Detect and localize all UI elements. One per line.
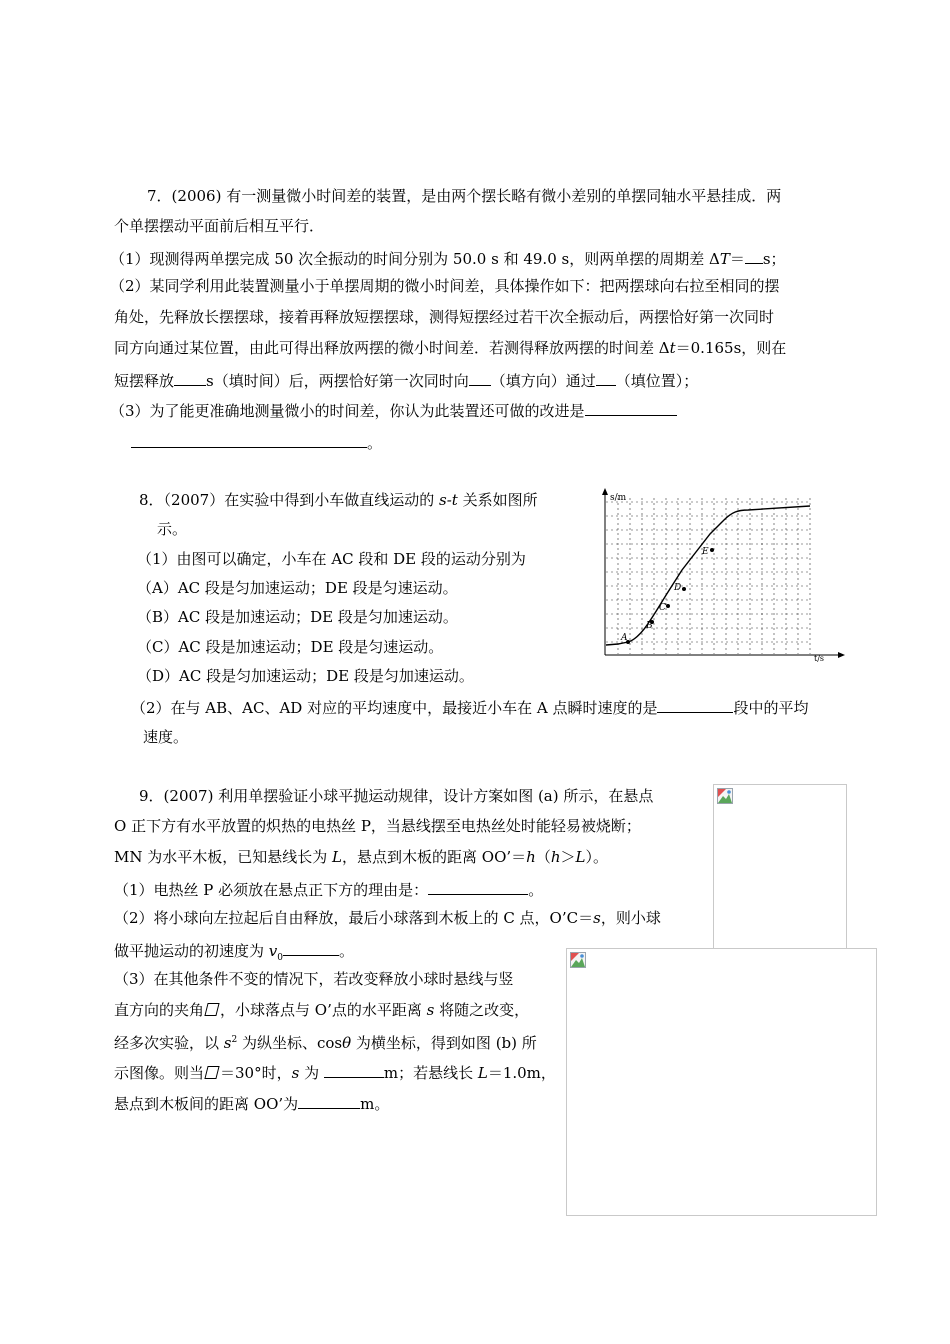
x-axis-label: t/s <box>814 654 825 663</box>
q7-line-2: 个单摆摆动平面前后相互平行． <box>114 217 325 235</box>
point-e <box>710 548 714 552</box>
q7-line-6: 同方向通过某位置，由此可得出释放两摆的微小时间差．若测得释放两摆的时间差 Δt＝0.165s，则在 <box>114 339 787 357</box>
q8-line-1: 8．（2007）在实验中得到小车做直线运动的 s-t 关系如图所 <box>139 491 538 509</box>
answer-blank[interactable] <box>745 247 763 264</box>
q8-line-9: 速度。 <box>143 728 189 746</box>
answer-blank[interactable] <box>131 431 367 448</box>
q9-line-6: 做平抛运动的初速度为 $v_0$ 。 <box>114 939 354 968</box>
broken-image-icon <box>570 952 586 968</box>
point-c <box>666 604 670 608</box>
point-d-label: D <box>674 583 682 593</box>
q9-line-1: 9．(2007) 利用单摆验证小球平抛运动规律，设计方案如图 (a) 所示，在悬点 <box>139 787 654 805</box>
q8-line-8: （2）在与 AB、AC、AD 对应的平均速度中，最接近小车在 A 点瞬时速度的是 段中的平均 <box>131 696 809 718</box>
q9-line-5: （2）将小球向左拉起后自由释放，最后小球落到木板上的 C 点，O’C＝s，则小球 <box>114 909 661 927</box>
q9-line-4: （1）电热丝 P 必须放在悬点正下方的理由是： 。 <box>114 878 543 900</box>
q7-line-3: （1）现测得两单摆完成 50 次全振动的时间分别为 50.0 s 和 49.0 s，则两单摆的周期差 ΔT＝ s； <box>110 247 786 269</box>
y-axis-label: s/m <box>610 493 627 503</box>
st-graph <box>598 488 848 664</box>
answer-blank[interactable] <box>324 1061 384 1078</box>
point-a-label: A <box>621 633 628 643</box>
st-curve <box>606 506 810 645</box>
q7-line-1: 7．(2006) 有一测量微小时间差的装置，是由两个摆长略有微小差别的单摆同轴水平悬挂成．两 <box>147 187 782 205</box>
q8-line-2: 示。 <box>157 520 188 538</box>
answer-blank[interactable] <box>469 369 491 386</box>
q9-line-3: MN 为水平木板，已知悬线长为 L，悬点到木板的距离 OO’＝h（h＞L）。 <box>114 848 608 866</box>
answer-blank[interactable] <box>657 696 733 713</box>
point-b-label: B <box>646 621 653 631</box>
answer-blank[interactable] <box>283 939 339 956</box>
x-axis-arrow-icon <box>838 652 845 658</box>
answer-blank[interactable] <box>174 369 206 386</box>
q8-line-3: （1）由图可以确定，小车在 AC 段和 DE 段的运动分别为 <box>137 550 526 568</box>
missing-glyph-box <box>204 1003 219 1016</box>
missing-glyph-box <box>204 1066 219 1079</box>
q9-line-9: 经多次实验，以 $s^2$ 为纵坐标、cosθ 为横坐标，得到如图 (b) 所 <box>114 1034 537 1052</box>
q9-line-11: 悬点到木板间的距离 OO’为 m。 <box>114 1092 389 1114</box>
q9-line-7: （3）在其他条件不变的情况下，若改变释放小球时悬线与竖 <box>114 970 514 988</box>
q7-line-4: （2）某同学利用此装置测量小于单摆周期的微小时间差，具体操作如下：把两摆球向右拉至相同的摆 <box>110 277 780 295</box>
q7-line-5: 角处，先释放长摆摆球，接着再释放短摆摆球，测得短摆经过若干次全振动后，两摆恰好第一次同时 <box>114 308 775 326</box>
answer-blank[interactable] <box>585 399 677 416</box>
q9-line-8: 直方向的夹角 ，小球落点与 O’点的水平距离 s 将随之改变， <box>114 1001 530 1019</box>
q8-option-b: （B）AC 段是加速运动；DE 段是匀加速运动。 <box>137 608 458 626</box>
answer-blank[interactable] <box>428 878 528 895</box>
answer-blank[interactable] <box>596 369 616 386</box>
q8-option-d: （D）AC 段是匀加速运动；DE 段是匀加速运动。 <box>137 667 474 685</box>
broken-image-icon <box>717 788 733 804</box>
point-e-label: E <box>702 547 709 557</box>
point-d <box>682 587 686 591</box>
point-c-label: C <box>659 603 666 613</box>
graph-grid <box>606 498 810 654</box>
q7-line-7: 短摆释放 s（填时间）后，两摆恰好第一次同时向 （填方向）通过 （填位置）； <box>114 369 698 391</box>
figure-b-placeholder <box>566 948 877 1216</box>
answer-blank[interactable] <box>298 1092 360 1109</box>
y-axis-arrow-icon <box>602 488 608 495</box>
figure-a-placeholder <box>713 784 847 950</box>
q7-line-9: 。 <box>131 431 382 453</box>
q9-line-10: 示图像。则当 ＝30°时，s 为 m；若悬线长 L＝1.0m， <box>114 1061 556 1083</box>
q8-option-a: （A）AC 段是匀加速运动；DE 段是匀速运动。 <box>137 579 458 597</box>
q9-line-2: O 正下方有水平放置的炽热的电热丝 P，当悬线摆至电热丝处时能轻易被烧断； <box>114 817 641 835</box>
q8-option-c: （C）AC 段是加速运动；DE 段是匀速运动。 <box>137 638 444 656</box>
q7-line-8: （3）为了能更准确地测量微小的时间差，你认为此装置还可做的改进是 <box>110 399 677 421</box>
